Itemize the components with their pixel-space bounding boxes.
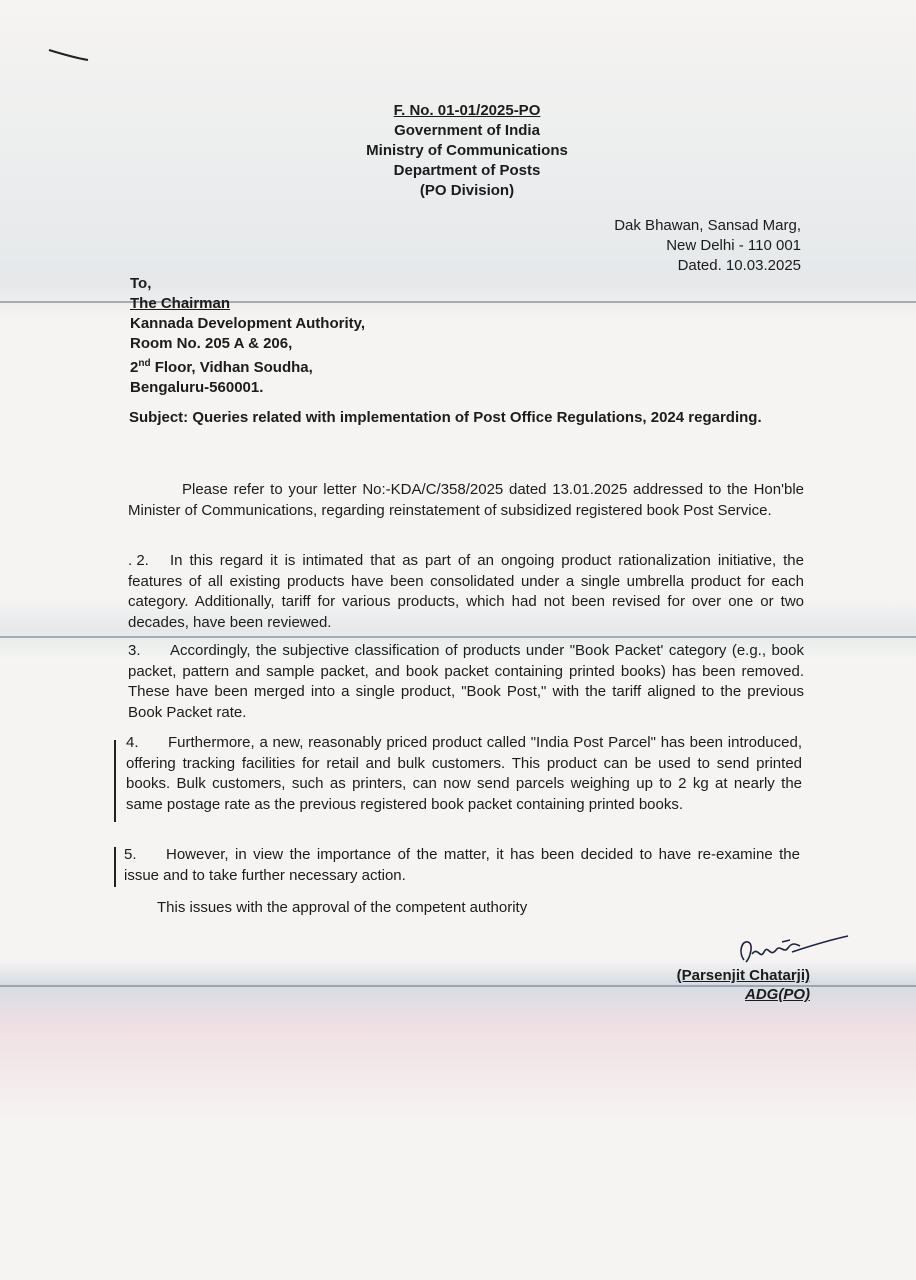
recipient-title: The Chairman (130, 295, 231, 312)
paragraph-5: 5. However, in view the importance of the matter, it has been decided to have re-examine the issue and to take further necessary action. (124, 846, 800, 884)
heading-ministry: Ministry of Communications (366, 142, 568, 159)
recipient-organization: Kannada Development Authority, (130, 315, 366, 332)
signatory-name: (Parsenjit Chatarji) (676, 967, 810, 984)
paper-fold-line (0, 636, 916, 638)
sender-address-line: Dak Bhawan, Sansad Marg, (614, 217, 801, 234)
recipient-city: Bengaluru-560001. (130, 379, 264, 396)
sender-address (614, 216, 801, 276)
signatory-block (677, 966, 810, 1004)
paragraph-2: . 2. In this regard it is intimated that as part of an ongoing product rationalization initiative, the features of all existing products have been consolidated under a single umbrella product for each category. Additionally, tariff for various products, which had not been revised for over one or two decades, have been reviewed. (128, 552, 804, 631)
recipient-floor: 2nd Floor, Vidhan Soudha, (130, 358, 313, 376)
paragraph-3: 3. Accordingly, the subjective classification of products under "Book Packet' category (e.g., book packet, pattern and sample packet, and book packet containing printed books) has been removed. These have been merged into a single product, "Book Post," with the tariff aligned to the previous Book Packet rate. (128, 642, 804, 721)
signatory-designation: ADG(PO) (745, 986, 810, 1003)
recipient-room: Room No. 205 A & 206, (130, 335, 293, 352)
to-label: To, (130, 275, 152, 292)
heading-division: (PO Division) (419, 182, 515, 199)
paragraph-4: 4. Furthermore, a new, reasonably priced product called "India Post Parcel" has been introduced, offering tracking facilities for retail and bulk customers. This product can be used to send printed books. Bulk customers, such as printers, can now send parcels weighing up to 2 kg at nearly the same postage rate as the previous registered book packet containing printed books. (126, 734, 802, 813)
pen-stroke-mark (48, 48, 90, 62)
paragraph-1: Please refer to your letter No:-KDA/C/358/2025 dated 13.01.2025 addressed to the Hon'ble Minister of Communications, regarding reinstatement of subsidized registered book Post Service. (128, 481, 804, 519)
margin-mark (114, 847, 116, 887)
subject-line: Subject: Queries related with implementation of Post Office Regulations, 2024 regarding. (129, 409, 762, 426)
margin-mark (114, 740, 116, 822)
closing-line: This issues with the approval of the competent authority (157, 899, 528, 916)
heading-department: Department of Posts (393, 162, 541, 179)
heading-government: Government of India (394, 122, 540, 139)
letter-heading (300, 101, 634, 201)
recipient-address (130, 274, 365, 398)
letter-date: Dated. 10.03.2025 (677, 257, 801, 274)
sender-address-line: New Delhi - 110 001 (666, 237, 801, 254)
file-number: F. No. 01-01/2025-PO (393, 102, 541, 119)
